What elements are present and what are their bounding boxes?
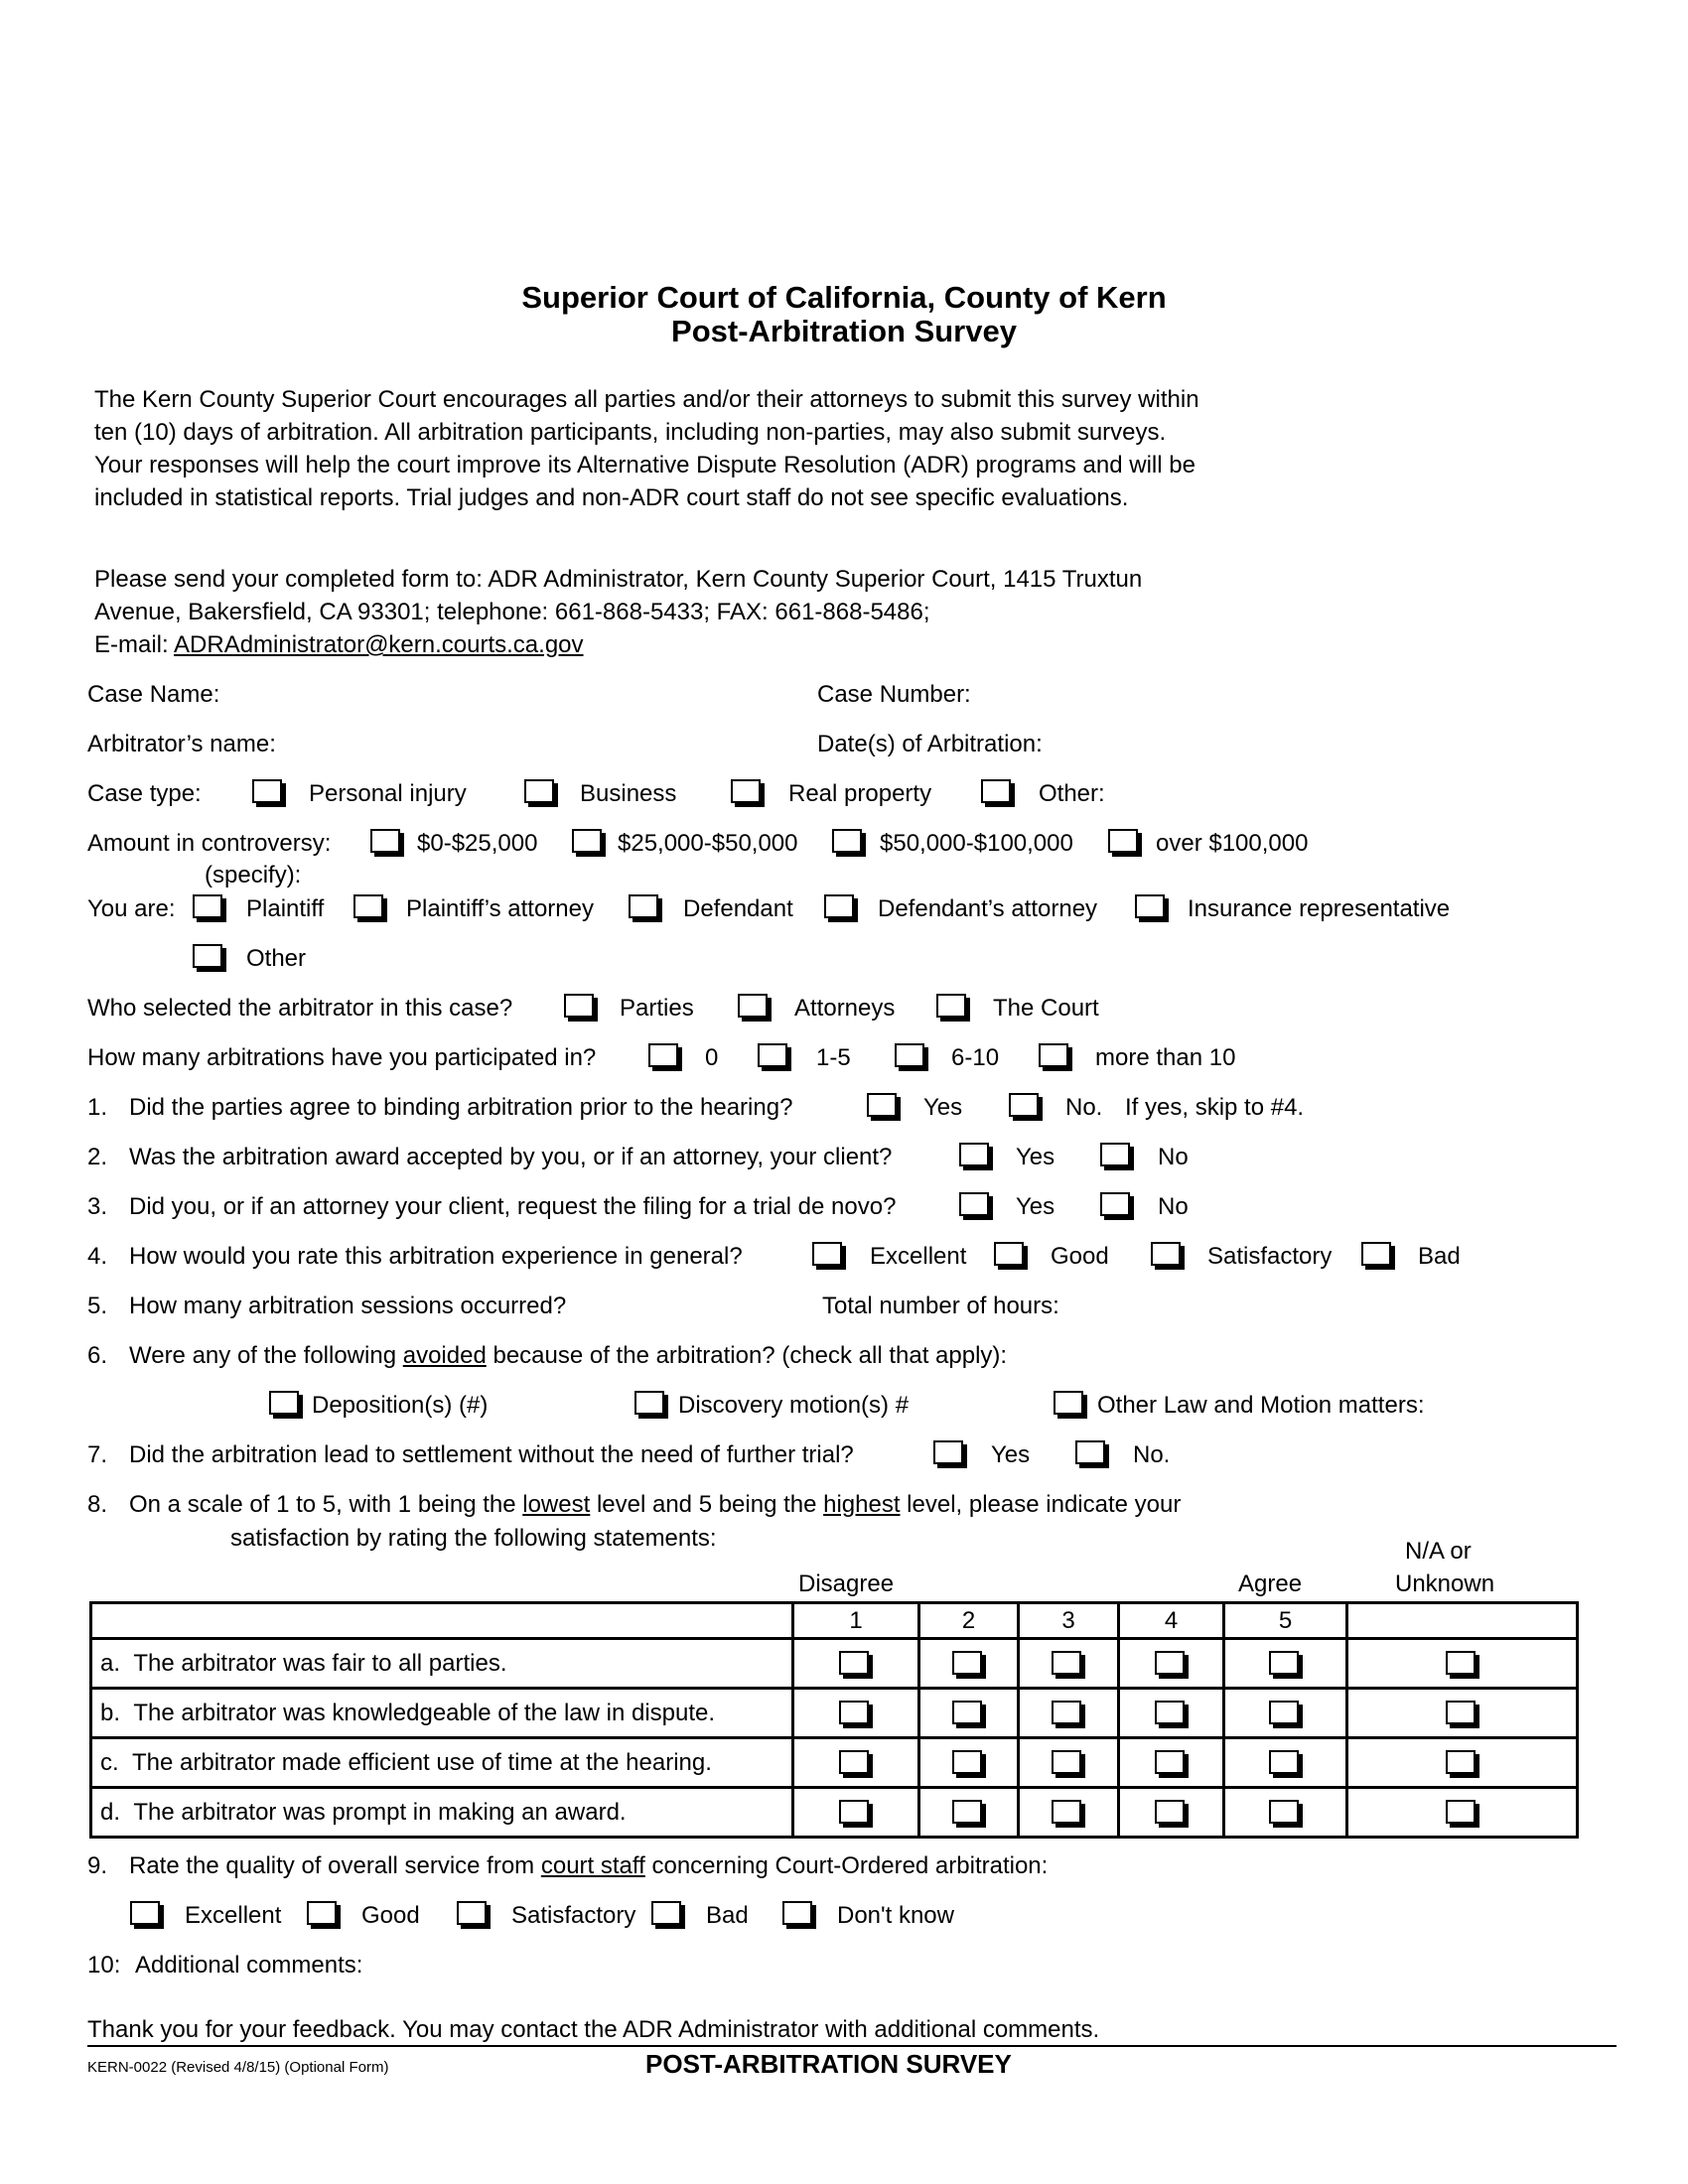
q7-number: 7. [87, 1441, 108, 1468]
q1-no-label: No. [1065, 1094, 1103, 1121]
q4-option: Good [1051, 1243, 1109, 1270]
q4-option: Satisfactory [1207, 1243, 1333, 1270]
who-selected-option: The Court [993, 995, 1099, 1022]
dates-label: Date(s) of Arbitration: [817, 731, 1043, 757]
q9-bad-checkbox[interactable] [651, 1901, 681, 1925]
rating-row [91, 1689, 1578, 1738]
scale-col-4: 4 [1119, 1603, 1224, 1639]
q6-depositions-checkbox[interactable] [269, 1391, 299, 1415]
send-to-line-1: Please send your completed form to: ADR Administrator, Kern County Superior Court, 1415 Truxtun [94, 566, 1143, 593]
rating-c-4-checkbox[interactable] [1155, 1750, 1185, 1774]
q5-text: How many arbitration sessions occurred? [129, 1293, 567, 1319]
q9-option: Good [361, 1902, 420, 1929]
rating-a-3-checkbox[interactable] [1052, 1651, 1081, 1675]
scale-disagree-label: Disagree [798, 1570, 895, 1597]
rating-c-3-checkbox[interactable] [1052, 1750, 1081, 1774]
q3-number: 3. [87, 1193, 108, 1220]
q5-hours-label: Total number of hours: [822, 1293, 1059, 1319]
q8-text-line-2: satisfaction by rating the following statements: [230, 1525, 717, 1552]
amount-50k-100k-checkbox[interactable] [832, 829, 862, 853]
how-many-1-5-checkbox[interactable] [758, 1043, 787, 1067]
case-type-option: Real property [788, 780, 932, 807]
rating-a-1-checkbox[interactable] [839, 1651, 869, 1675]
row-letter: c. [100, 1748, 119, 1776]
q6-number: 6. [87, 1342, 108, 1369]
you-are-option: Defendant [683, 895, 793, 922]
q4-excellent-checkbox[interactable] [812, 1242, 842, 1266]
q7-text: Did the arbitration lead to settlement without the need of further trial? [129, 1441, 854, 1468]
q9-option: Bad [706, 1902, 749, 1929]
q2-yes-checkbox[interactable] [959, 1143, 989, 1166]
q4-good-checkbox[interactable] [994, 1242, 1024, 1266]
row-statement: The arbitrator was knowledgeable of the law in dispute. [133, 1699, 716, 1726]
rating-a-4-checkbox[interactable] [1155, 1651, 1185, 1675]
scale-col-3: 3 [1019, 1603, 1119, 1639]
q10-text: Additional comments: [135, 1952, 363, 1979]
how-many-more-than-10-checkbox[interactable] [1039, 1043, 1068, 1067]
q1-number: 1. [87, 1094, 108, 1121]
q4-satisfactory-checkbox[interactable] [1151, 1242, 1181, 1266]
q9-good-checkbox[interactable] [307, 1901, 337, 1925]
q3-yes-checkbox[interactable] [959, 1192, 989, 1216]
case-type-real-property-checkbox[interactable] [731, 779, 761, 803]
you-are-option: Other [246, 945, 307, 972]
q9-satisfactory-checkbox[interactable] [457, 1901, 487, 1925]
q9-number: 9. [87, 1852, 108, 1879]
rating-b-1-checkbox[interactable] [839, 1701, 869, 1724]
rating-d-4-checkbox[interactable] [1155, 1800, 1185, 1824]
q10-number: 10: [87, 1952, 121, 1979]
row-letter: a. [100, 1649, 121, 1677]
rating-d-na-checkbox[interactable] [1446, 1800, 1476, 1824]
selected-by-attorneys-checkbox[interactable] [738, 994, 768, 1018]
q2-text: Was the arbitration award accepted by you, or if an attorney, your client? [129, 1144, 893, 1170]
q7-no-label: No. [1133, 1441, 1171, 1468]
amount-option: $25,000-$50,000 [618, 830, 798, 857]
amount-specify: (specify): [205, 862, 302, 888]
q9-option: Don't know [837, 1902, 954, 1929]
how-many-option: more than 10 [1095, 1044, 1236, 1071]
amount-0-25k-checkbox[interactable] [370, 829, 400, 853]
q8-text: On a scale of 1 to 5, with 1 being the lowest level and 5 being the highest level, please indicate your [129, 1491, 1182, 1518]
q1-no-checkbox[interactable] [1009, 1093, 1039, 1117]
q4-text: How would you rate this arbitration experience in general? [129, 1243, 743, 1270]
q1-note: If yes, skip to #4. [1125, 1094, 1305, 1121]
thank-you-text: Thank you for your feedback. You may contact the ADR Administrator with additional comments. [87, 2016, 1100, 2043]
row-letter: d. [100, 1798, 121, 1826]
form-title: Post-Arbitration Survey [671, 314, 1017, 348]
q4-option: Bad [1418, 1243, 1461, 1270]
scale-col-2: 2 [919, 1603, 1019, 1639]
rating-b-3-checkbox[interactable] [1052, 1701, 1081, 1724]
you-are-label: You are: [87, 895, 176, 922]
rating-c-5-checkbox[interactable] [1269, 1750, 1299, 1774]
rating-row [91, 1788, 1578, 1838]
email-link[interactable]: ADRAdministrator@kern.courts.ca.gov [174, 631, 584, 658]
q2-no-checkbox[interactable] [1100, 1143, 1130, 1166]
case-type-business-checkbox[interactable] [524, 779, 554, 803]
q3-text: Did you, or if an attorney your client, request the filing for a trial de novo? [129, 1193, 897, 1220]
you-are-defendant-checkbox[interactable] [629, 894, 658, 918]
how-many-option: 1-5 [816, 1044, 851, 1071]
q1-yes-checkbox[interactable] [867, 1093, 897, 1117]
rating-c-1-checkbox[interactable] [839, 1750, 869, 1774]
you-are-plaintiffs-attorney-checkbox[interactable] [353, 894, 383, 918]
rating-a-2-checkbox[interactable] [952, 1651, 982, 1675]
rating-c-na-checkbox[interactable] [1446, 1750, 1476, 1774]
rating-b-4-checkbox[interactable] [1155, 1701, 1185, 1724]
q6-option: Other Law and Motion matters: [1097, 1392, 1425, 1419]
footer-title: POST-ARBITRATION SURVEY [645, 2049, 1012, 2079]
q3-yes-label: Yes [1016, 1193, 1055, 1220]
rating-row [91, 1738, 1578, 1788]
amount-label: Amount in controversy: [87, 830, 332, 857]
q6-other-law-motion-checkbox[interactable] [1054, 1391, 1083, 1415]
q9-excellent-checkbox[interactable] [130, 1901, 160, 1925]
q3-no-label: No [1158, 1193, 1189, 1220]
court-name: Superior Court of California, County of Kern [521, 280, 1167, 315]
footer-form-id: KERN-0022 (Revised 4/8/15) (Optional Form) [87, 2059, 389, 2076]
case-type-label: Case type: [87, 780, 202, 807]
rating-row [91, 1639, 1578, 1689]
q9-dont-know-checkbox[interactable] [782, 1901, 812, 1925]
amount-option: $0-$25,000 [417, 830, 538, 857]
rating-d-5-checkbox[interactable] [1269, 1800, 1299, 1824]
q2-number: 2. [87, 1144, 108, 1170]
rating-c-2-checkbox[interactable] [952, 1750, 982, 1774]
rating-b-na-checkbox[interactable] [1446, 1701, 1476, 1724]
how-many-6-10-checkbox[interactable] [895, 1043, 924, 1067]
rating-b-2-checkbox[interactable] [952, 1701, 982, 1724]
how-many-0-checkbox[interactable] [648, 1043, 678, 1067]
q7-yes-label: Yes [991, 1441, 1031, 1468]
row-statement: The arbitrator was prompt in making an award. [133, 1798, 627, 1826]
you-are-option: Insurance representative [1188, 895, 1451, 922]
footer-rule [87, 2045, 1617, 2047]
q3-no-checkbox[interactable] [1100, 1192, 1130, 1216]
row-statement: The arbitrator was fair to all parties. [133, 1649, 507, 1677]
you-are-option: Defendant’s attorney [878, 895, 1098, 922]
rating-d-1-checkbox[interactable] [839, 1800, 869, 1824]
scale-col-5: 5 [1224, 1603, 1347, 1639]
selected-by-court-checkbox[interactable] [936, 994, 966, 1018]
amount-25k-50k-checkbox[interactable] [572, 829, 602, 853]
how-many-label: How many arbitrations have you participated in? [87, 1044, 597, 1071]
you-are-defendants-attorney-checkbox[interactable] [824, 894, 854, 918]
rating-d-2-checkbox[interactable] [952, 1800, 982, 1824]
case-type-other-checkbox[interactable] [981, 779, 1011, 803]
who-selected-option: Attorneys [794, 995, 896, 1022]
q5-number: 5. [87, 1293, 108, 1319]
q6-text: Were any of the following avoided because of the arbitration? (check all that apply): [129, 1342, 1008, 1369]
q6-option: Discovery motion(s) # [678, 1392, 910, 1419]
q9-option: Satisfactory [511, 1902, 636, 1929]
q9-text: Rate the quality of overall service from court staff concerning Court-Ordered arbitration: [129, 1852, 1049, 1879]
rating-header-row [91, 1603, 1578, 1639]
amount-option: $50,000-$100,000 [880, 830, 1073, 857]
you-are-insurance-rep-checkbox[interactable] [1135, 894, 1165, 918]
q4-number: 4. [87, 1243, 108, 1270]
scale-agree-label: Agree [1238, 1570, 1303, 1597]
intro-paragraph: The Kern County Superior Court encourages all parties and/or their attorneys to submit this survey within ten (10) days of arbitration. All arbitration participants, including non-parties, may also submit surveys. Your responses will help the court improve its Alternative Dispute Resolution (ADR) programs and will be included in statistical reports. Trial judges and non-ADR court staff do not see specific evaluations. [94, 386, 1199, 511]
q1-yes-label: Yes [923, 1094, 963, 1121]
scale-na-label-line-1: N/A or [1405, 1538, 1472, 1565]
scale-col-1: 1 [793, 1603, 919, 1639]
you-are-plaintiff-checkbox[interactable] [193, 894, 222, 918]
q9-option: Excellent [185, 1902, 282, 1929]
rating-b-5-checkbox[interactable] [1269, 1701, 1299, 1724]
q2-yes-label: Yes [1016, 1144, 1055, 1170]
case-type-personal-injury-checkbox[interactable] [252, 779, 282, 803]
rating-d-3-checkbox[interactable] [1052, 1800, 1081, 1824]
q6-option: Deposition(s) (#) [312, 1392, 489, 1419]
q7-yes-checkbox[interactable] [933, 1440, 963, 1464]
scale-na-label-line-2: Unknown [1395, 1570, 1495, 1597]
amount-over-100k-checkbox[interactable] [1108, 829, 1138, 853]
q2-no-label: No [1158, 1144, 1189, 1170]
send-to-line-2: Avenue, Bakersfield, CA 93301; telephone: 661-868-5433; FAX: 661-868-5486; [94, 599, 930, 625]
how-many-option: 0 [705, 1044, 719, 1071]
email-line [94, 631, 584, 659]
q4-bad-checkbox[interactable] [1361, 1242, 1391, 1266]
case-number-label: Case Number: [817, 681, 971, 708]
q7-no-checkbox[interactable] [1075, 1440, 1105, 1464]
rating-a-5-checkbox[interactable] [1269, 1651, 1299, 1675]
who-selected-label: Who selected the arbitrator in this case? [87, 995, 513, 1022]
amount-option: over $100,000 [1156, 830, 1309, 857]
case-type-option: Business [580, 780, 677, 807]
selected-by-parties-checkbox[interactable] [564, 994, 594, 1018]
case-name-label: Case Name: [87, 681, 220, 708]
q8-number: 8. [87, 1491, 108, 1518]
q4-option: Excellent [870, 1243, 967, 1270]
row-letter: b. [100, 1699, 121, 1726]
case-type-option: Personal injury [309, 780, 467, 807]
email-label: E-mail: [94, 631, 169, 658]
how-many-option: 6-10 [951, 1044, 1000, 1071]
scale-col-na [1347, 1603, 1578, 1639]
arbitrator-name-label: Arbitrator’s name: [87, 731, 276, 757]
case-type-option: Other: [1039, 780, 1105, 807]
rating-table [89, 1601, 1579, 1839]
you-are-other-checkbox[interactable] [193, 944, 222, 968]
you-are-option: Plaintiff [246, 895, 325, 922]
who-selected-option: Parties [620, 995, 694, 1022]
row-statement: The arbitrator made efficient use of time at the hearing. [132, 1748, 712, 1776]
q1-text: Did the parties agree to binding arbitration prior to the hearing? [129, 1094, 793, 1121]
q6-discovery-motions-checkbox[interactable] [634, 1391, 664, 1415]
you-are-option: Plaintiff’s attorney [406, 895, 594, 922]
rating-a-na-checkbox[interactable] [1446, 1651, 1476, 1675]
